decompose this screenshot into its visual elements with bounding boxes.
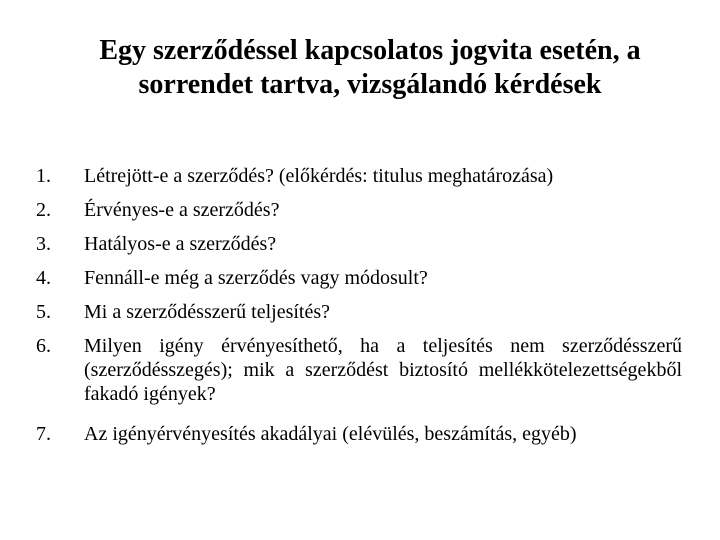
question-list <box>36 164 682 456</box>
list-item <box>36 232 682 256</box>
item-number: 6. <box>36 335 51 357</box>
item-text: Mi a szerződésszerű teljesítés? <box>84 301 331 323</box>
item-number: 4. <box>36 267 51 289</box>
list-item <box>36 300 682 324</box>
item-number: 7. <box>36 423 51 445</box>
item-number: 3. <box>36 233 51 255</box>
list-item <box>36 422 682 446</box>
list-item <box>36 266 682 290</box>
item-text: Érvényes-e a szerződés? <box>84 199 280 221</box>
item-number: 1. <box>36 165 51 187</box>
list-item <box>36 334 682 406</box>
item-number: 5. <box>36 301 51 323</box>
list-item <box>36 164 682 188</box>
list-item <box>36 198 682 222</box>
item-text: Létrejött-e a szerződés? (előkérdés: titulus meghatározása) <box>84 165 554 187</box>
item-number: 2. <box>36 199 51 221</box>
item-text: Az igényérvényesítés akadályai (elévülés, beszámítás, egyéb) <box>84 423 577 445</box>
item-text: Hatályos-e a szerződés? <box>84 233 277 255</box>
slide-title: Egy szerződéssel kapcsolatos jogvita esetén, a sorrendet tartva, vizsgálandó kérdések <box>99 35 641 100</box>
item-text: Milyen igény érvényesíthető, ha a teljesítés nem szerződésszerű (szerződésszegés); mik a szerződést biztosító mellékkötelezettségekből fakadó igények? <box>84 335 682 405</box>
item-text: Fennáll-e még a szerződés vagy módosult? <box>84 267 428 289</box>
